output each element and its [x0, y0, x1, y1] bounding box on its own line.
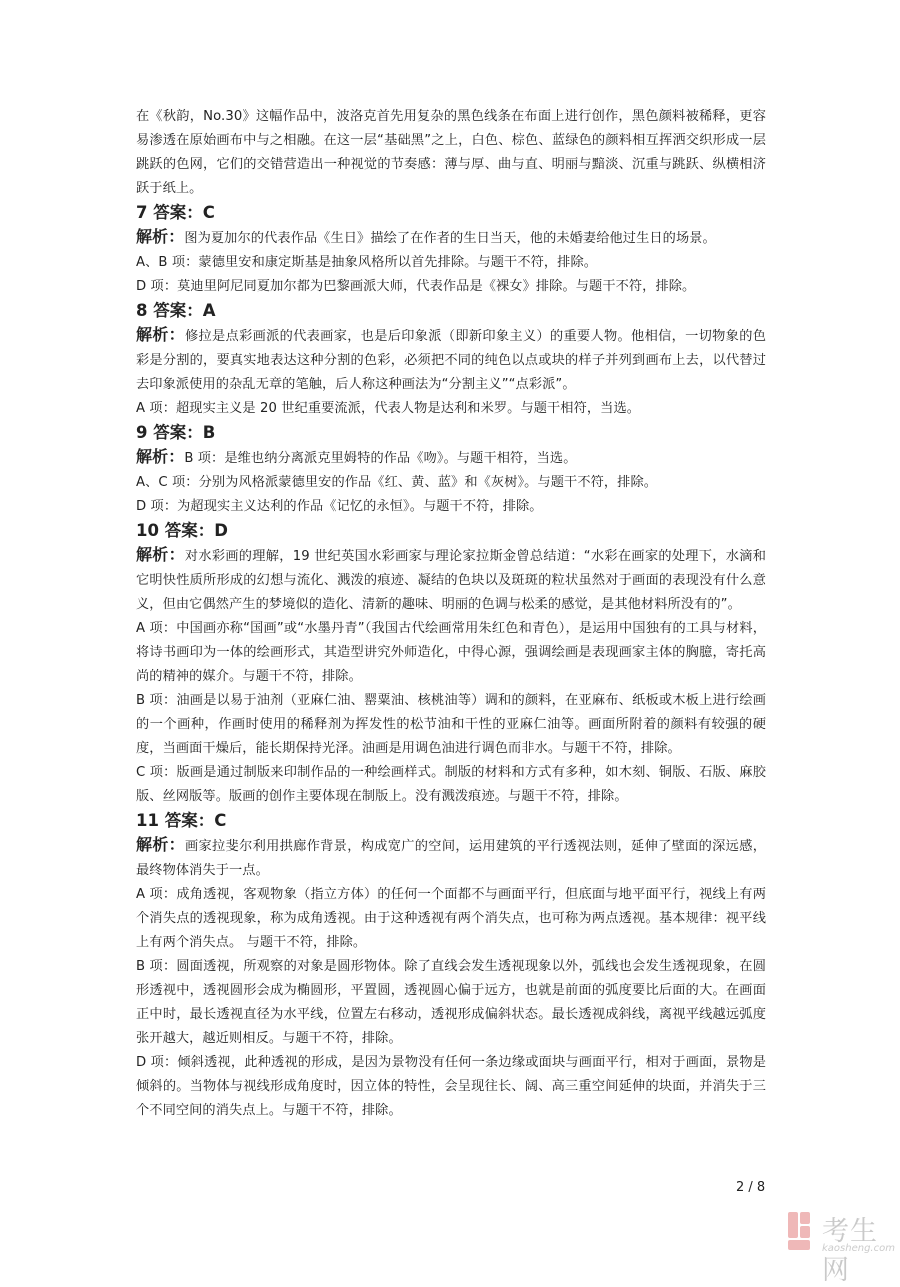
q11-item: B 项：圆面透视，所观察的对象是圆形物体。除了直线会发生透视现象以外，弧线也会发生透视现象，在圆形透视中，透视圆形会成为椭圆形，平置圆，透视圆心偏于远方，也就是前面的弧度要比后面的大。在画面正中时，最长透视直径为水平线，位置左右移动，透视形成偏斜状态。最长透视成斜线，离视平线越远弧度张开越大，越近则相反。与题干不符，排除。 — [136, 959, 766, 1046]
analysis-label: 解析： — [136, 227, 185, 246]
analysis-label: 解析： — [136, 835, 185, 854]
q9-analysis — [136, 445, 766, 471]
q9-item: D 项：为超现实主义达利的作品《记忆的永恒》。与题干不符，排除。 — [136, 499, 543, 514]
q10-analysis-text: 对水彩画的理解，19 世纪英国水彩画家与理论家拉斯金曾总结道：“水彩在画家的处理下，水滴和它明快性质所形成的幻想与流化、溅泼的痕迹、凝结的色块以及斑斑的粒状虽然对于画面的表现没有什么意义，但由它偶然产生的梦境似的造化、清新的趣味、明丽的色调与松柔的感觉，是其他材料所没有的”。 — [136, 549, 766, 612]
q8-analysis-text: 修拉是点彩画派的代表画家，也是后印象派（即新印象主义）的重要人物。他相信，一切物象的色彩是分割的，要真实地表达这种分割的色彩，必须把不同的纯色以点或块的样子并列到画布上去，以代替过去印象派使用的杂乱无章的笔触，后人称这种画法为“分割主义”“点彩派”。 — [136, 329, 766, 392]
document-body — [136, 105, 766, 1123]
q7-answer: 7 答案：C — [136, 203, 215, 222]
q10-item: A 项：中国画亦称“国画”或“水墨丹青”（我国古代绘画常用朱红色和青色），是运用中国独有的工具与材料，将诗书画印为一体的绘画形式，其造型讲究外师造化，中得心源，强调绘画是表现画家主体的胸臆，寄托高尚的精神的媒介。与题干不符，排除。 — [136, 621, 766, 684]
page-number: 2 / 8 — [736, 1180, 766, 1195]
q11-item: A 项：成角透视，客观物象（指立方体）的任何一个面都不与画面平行，但底面与地平面平行，视线上有两个消失点的透视现象，称为成角透视。由于这种透视有两个消失点，也可称为两点透视。基本规律：视平线上有两个消失点。 与题干不符，排除。 — [136, 887, 766, 950]
q8-analysis — [136, 323, 766, 397]
analysis-label: 解析： — [136, 545, 185, 564]
intro-paragraph: 在《秋韵，No.30》这幅作品中，波洛克首先用复杂的黑色线条在布面上进行创作，黑色颜料被稀释，更容易渗透在原始画布中与之相融。在这一层“基础黑”之上，白色、棕色、蓝绿色的颜料相互挥洒交织形成一层跳跃的色网，它们的交错营造出一种视觉的节奏感：薄与厚、曲与直、明丽与黯淡、沉重与跳跃、纵横相济跃于纸上。 — [136, 109, 766, 196]
q8-item: A 项：超现实主义是 20 世纪重要流派，代表人物是达利和米罗。与题干相符，当选。 — [136, 401, 641, 416]
analysis-label: 解析： — [136, 447, 185, 466]
watermark-text: 考生网 — [822, 1216, 878, 1286]
q11-analysis — [136, 833, 766, 883]
q11-item: D 项：倾斜透视，此种透视的形成，是因为景物没有任何一条边缘或面块与画面平行，相对于画面，景物是倾斜的。当物体与视线形成角度时，因立体的特性，会呈现往长、阔、高三重空间延伸的块面，并消失于三个不同空间的消失点上。与题干不符，排除。 — [136, 1055, 766, 1118]
q9-answer: 9 答案：B — [136, 423, 216, 442]
q9-analysis-text: B 项：是维也纳分离派克里姆特的作品《吻》。与题干相符，当选。 — [184, 451, 577, 466]
q10-analysis — [136, 543, 766, 617]
q7-item: A、B 项：蒙德里安和康定斯基是抽象风格所以首先排除。与题干不符，排除。 — [136, 255, 598, 270]
q10-item: B 项：油画是以易于油剂（亚麻仁油、罂粟油、核桃油等）调和的颜料，在亚麻布、纸板或木板上进行绘画的一个画种，作画时使用的稀释剂为挥发性的松节油和干性的亚麻仁油等。画面所附着的颜料有较强的硬度，当画面干燥后，能长期保持光泽。油画是用调色油进行调色而非水。与题干不符，排除。 — [136, 693, 766, 756]
q11-answer: 11 答案：C — [136, 811, 227, 830]
q9-item: A、C 项：分别为风格派蒙德里安的作品《红、黄、蓝》和《灰树》。与题干不符，排除。 — [136, 475, 658, 490]
q7-item: D 项：莫迪里阿尼同夏加尔都为巴黎画派大师，代表作品是《裸女》排除。与题干不符，排除。 — [136, 279, 696, 294]
q8-answer: 8 答案：A — [136, 301, 216, 320]
analysis-label: 解析： — [136, 325, 185, 344]
q11-analysis-text: 画家拉斐尔利用拱廊作背景，构成宽广的空间，运用建筑的平行透视法则，延伸了壁面的深远感，最终物体消失于一点。 — [136, 839, 766, 878]
watermark-url: kaosheng.com — [822, 1243, 895, 1254]
q10-answer: 10 答案：D — [136, 521, 228, 540]
q10-item: C 项：版画是通过制版来印制作品的一种绘画样式。制版的材料和方式有多种，如木刻、铜版、石版、麻胶版、丝网版等。版画的创作主要体现在制版上。没有溅泼痕迹。与题干不符，排除。 — [136, 765, 766, 804]
q7-analysis-text: 图为夏加尔的代表作品《生日》描绘了在作者的生日当天，他的未婚妻给他过生日的场景。 — [184, 231, 716, 246]
q7-analysis — [136, 225, 766, 251]
